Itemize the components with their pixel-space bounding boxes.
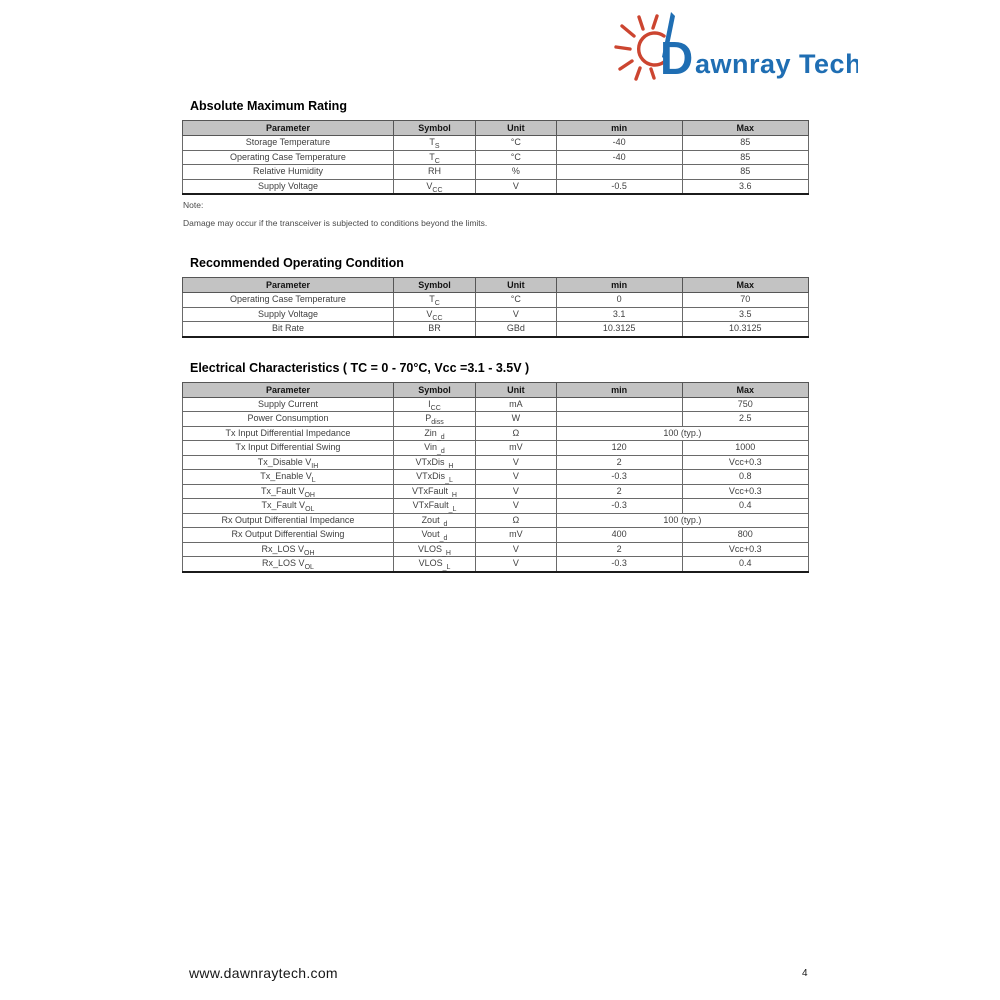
- section-title: Recommended Operating Condition: [190, 256, 404, 270]
- table-cell: -0.3: [556, 557, 682, 572]
- table-cell: Operating Case Temperature: [183, 293, 394, 308]
- column-header: Max: [682, 121, 808, 136]
- sun-icon: [616, 16, 664, 79]
- table-cell: Supply Voltage: [183, 307, 394, 322]
- table-row: [183, 426, 809, 441]
- note-text: Damage may occur if the transceiver is subjected to conditions beyond the limits.: [183, 218, 488, 228]
- table-row: [183, 528, 809, 543]
- table-cell: 800: [682, 528, 808, 543]
- table-cell: $T_S$: [393, 136, 475, 151]
- column-header: Unit: [475, 278, 556, 293]
- table-cell: [556, 412, 682, 427]
- table-cell: Supply Current: [183, 397, 394, 412]
- company-logo: [598, 8, 858, 90]
- table-cell: °C: [475, 150, 556, 165]
- table-cell: V: [475, 499, 556, 514]
- table-cell: 2: [556, 455, 682, 470]
- table-cell: V: [475, 179, 556, 194]
- column-header: Max: [682, 278, 808, 293]
- table-cell: mV: [475, 441, 556, 456]
- table-row: [183, 484, 809, 499]
- table-cell: Zin$_{\_d}$: [393, 426, 475, 441]
- table-cell: Supply Voltage: [183, 179, 394, 194]
- column-header: Parameter: [183, 121, 394, 136]
- table-cell: $I_{CC}$: [393, 397, 475, 412]
- table-row: [183, 293, 809, 308]
- table-header-row: [183, 278, 809, 293]
- table-cell: 3.5: [682, 307, 808, 322]
- table-notes: [183, 199, 809, 230]
- column-header: Unit: [475, 121, 556, 136]
- table-row: [183, 322, 809, 337]
- column-header: Unit: [475, 382, 556, 397]
- table-row: [183, 150, 809, 165]
- note-label: Note:: [183, 200, 204, 210]
- table-cell: °C: [475, 136, 556, 151]
- table-cell: V: [475, 307, 556, 322]
- logo-initial: D: [660, 32, 694, 84]
- table-cell: Vout$_{\_d}$: [393, 528, 475, 543]
- table-cell: $T_C$: [393, 293, 475, 308]
- table-cell: 3.1: [556, 307, 682, 322]
- table-cell: V: [475, 455, 556, 470]
- table-cell: Storage Temperature: [183, 136, 394, 151]
- table-cell: 0.4: [682, 557, 808, 572]
- table-cell: Tx_Enable $V_L$: [183, 470, 394, 485]
- table-cell: -40: [556, 150, 682, 165]
- table-cell: -0.5: [556, 179, 682, 194]
- table-cell: Tx Input Differential Impedance: [183, 426, 394, 441]
- table-cell: $P_{diss}$: [393, 412, 475, 427]
- table-cell: 0: [556, 293, 682, 308]
- table-cell: V: [475, 542, 556, 557]
- table-cell: 70: [682, 293, 808, 308]
- table-cell: mA: [475, 397, 556, 412]
- column-header: min: [556, 121, 682, 136]
- table-cell: V: [475, 557, 556, 572]
- table-cell: 0.4: [682, 499, 808, 514]
- table-cell: Zout$_{\_d}$: [393, 513, 475, 528]
- table-row: [183, 455, 809, 470]
- table-cell: Vin$_{\_d}$: [393, 441, 475, 456]
- table-cell: 3.6: [682, 179, 808, 194]
- table-cell: $V_{CC}$: [393, 179, 475, 194]
- table-cell: VTxFault$_{\_L}$: [393, 499, 475, 514]
- dawnray-logo-graphic: [598, 8, 858, 90]
- table-cell: 85: [682, 150, 808, 165]
- table-cell: W: [475, 412, 556, 427]
- logo-wordmark: awnray Tech: [695, 49, 858, 79]
- table-cell: 85: [682, 136, 808, 151]
- column-header: Max: [682, 382, 808, 397]
- table-cell: 2.5: [682, 412, 808, 427]
- table-header-row: [183, 382, 809, 397]
- table-cell: -0.3: [556, 470, 682, 485]
- table-cell: VTxDis$_{\_L}$: [393, 470, 475, 485]
- column-header: Parameter: [183, 278, 394, 293]
- column-header: Parameter: [183, 382, 394, 397]
- table-cell: Ω: [475, 426, 556, 441]
- recommended-operating-condition-table: [182, 277, 809, 338]
- table-row: [183, 542, 809, 557]
- table-cell: $VLOS_{\_H}$: [393, 542, 475, 557]
- table-cell: -0.3: [556, 499, 682, 514]
- table-cell: BR: [393, 322, 475, 337]
- table-cell: Rx_LOS $V_{OL}$: [183, 557, 394, 572]
- table-cell: 120: [556, 441, 682, 456]
- table-row: [183, 412, 809, 427]
- table-row: [183, 307, 809, 322]
- section-title: Absolute Maximum Rating: [190, 99, 347, 113]
- table-cell: $V_{CC}$: [393, 307, 475, 322]
- table-header-row: [183, 121, 809, 136]
- table-cell: Bit Rate: [183, 322, 394, 337]
- page-number: 4: [802, 968, 808, 979]
- table-cell: V: [475, 470, 556, 485]
- table-cell: RH: [393, 165, 475, 180]
- table-cell: 2: [556, 542, 682, 557]
- document-body: [182, 99, 809, 573]
- table-cell: Rx Output Differential Impedance: [183, 513, 394, 528]
- table-cell: 85: [682, 165, 808, 180]
- website-url[interactable]: www.dawnraytech.com: [189, 965, 338, 981]
- table-cell: VTxFault$_{\_H}$: [393, 484, 475, 499]
- section-electrical-characteristics: [182, 361, 809, 573]
- table-cell: Vcc+0.3: [682, 455, 808, 470]
- table-cell: mV: [475, 528, 556, 543]
- table-cell: 1000: [682, 441, 808, 456]
- table-cell: [556, 165, 682, 180]
- table-cell: Relative Humidity: [183, 165, 394, 180]
- table-cell: Ω: [475, 513, 556, 528]
- column-header: Symbol: [393, 278, 475, 293]
- table-cell: 10.3125: [556, 322, 682, 337]
- table-cell: Tx Input Differential Swing: [183, 441, 394, 456]
- table-cell: %: [475, 165, 556, 180]
- table-row: [183, 397, 809, 412]
- table-cell: Power Consumption: [183, 412, 394, 427]
- electrical-characteristics-table: [182, 382, 809, 573]
- table-cell: Tx_Fault $V_{OH}$: [183, 484, 394, 499]
- table-row: [183, 470, 809, 485]
- table-cell: °C: [475, 293, 556, 308]
- table-cell: 2: [556, 484, 682, 499]
- table-cell: 750: [682, 397, 808, 412]
- table-row: [183, 557, 809, 572]
- column-header: min: [556, 278, 682, 293]
- table-cell: [556, 397, 682, 412]
- table-cell: -40: [556, 136, 682, 151]
- column-header: Symbol: [393, 121, 475, 136]
- column-header: min: [556, 382, 682, 397]
- table-cell: GBd: [475, 322, 556, 337]
- section-recommended-operating-condition: [182, 256, 809, 338]
- table-row: [183, 179, 809, 194]
- table-row: [183, 499, 809, 514]
- table-cell: Tx_Disable $V_{IH}$: [183, 455, 394, 470]
- column-header: Symbol: [393, 382, 475, 397]
- table-row: [183, 441, 809, 456]
- table-cell: VTxDis$_{\_H}$: [393, 455, 475, 470]
- table-cell: 100 (typ.): [556, 426, 808, 441]
- table-cell: 10.3125: [682, 322, 808, 337]
- table-cell: $T_C$: [393, 150, 475, 165]
- table-cell: Operating Case Temperature: [183, 150, 394, 165]
- absolute-maximum-rating-table: [182, 120, 809, 195]
- table-cell: Rx Output Differential Swing: [183, 528, 394, 543]
- table-cell: Rx_LOS $V_{OH}$: [183, 542, 394, 557]
- section-absolute-maximum-rating: [182, 99, 809, 230]
- table-cell: 100 (typ.): [556, 513, 808, 528]
- table-cell: 0.8: [682, 470, 808, 485]
- table-row: [183, 513, 809, 528]
- table-cell: Vcc+0.3: [682, 484, 808, 499]
- table-cell: 400: [556, 528, 682, 543]
- table-row: [183, 136, 809, 151]
- table-row: [183, 165, 809, 180]
- table-cell: Tx_Fault $V_{OL}$: [183, 499, 394, 514]
- table-cell: $VLOS_{\_L}$: [393, 557, 475, 572]
- table-cell: Vcc+0.3: [682, 542, 808, 557]
- section-title: Electrical Characteristics ( TC = 0 - 70°C, Vcc =3.1 - 3.5V ): [190, 360, 530, 375]
- table-cell: V: [475, 484, 556, 499]
